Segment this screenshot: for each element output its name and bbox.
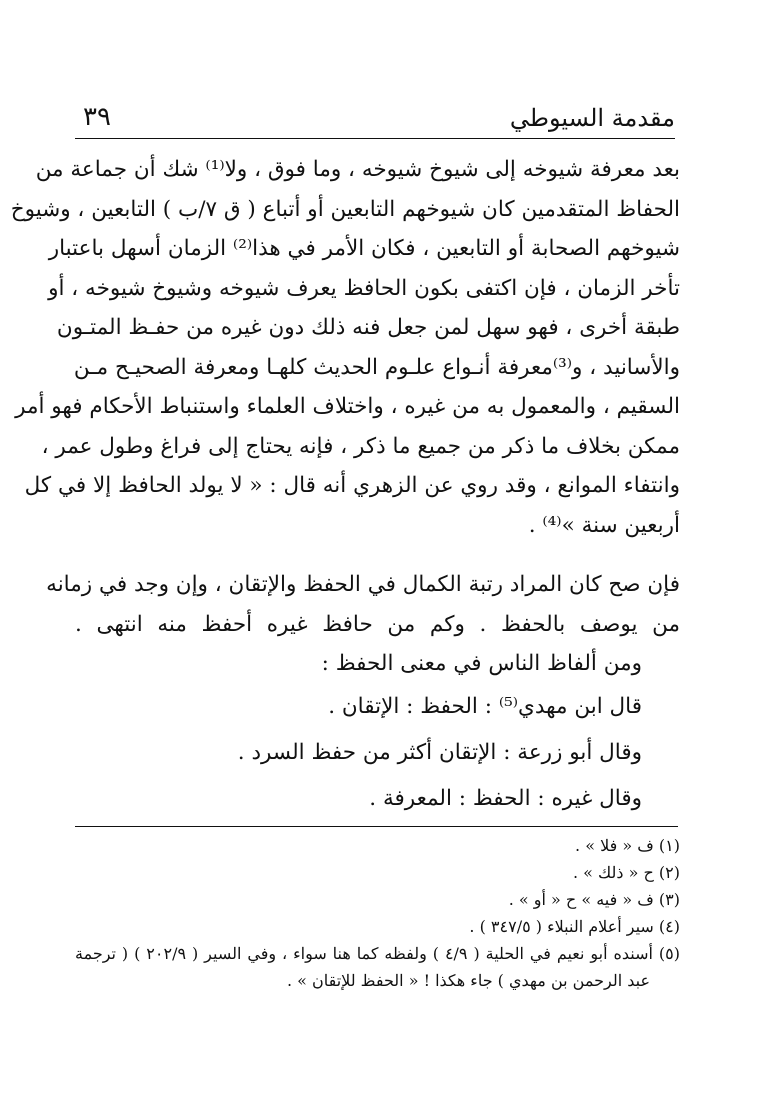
text-line: من يوصف بالحفظ . وكم من حافظ غيره أحفظ منه انتهى . — [75, 611, 680, 637]
text-line: والأسانيد ، و⁽³⁾معرفة أنـواع علـوم الحديث كلهـا ومعرفة الصحيـح مـن — [73, 354, 680, 380]
page-header — [75, 100, 675, 140]
text-line: بعد معرفة شيوخه إلى شيوخ شيوخه ، وما فوق ، ولا⁽¹⁾ شك أن جماعة من — [35, 157, 680, 182]
footnote: (٤) سير أعلام النبلاء ( ٣٤٧/٥ ) . — [469, 917, 680, 936]
text-line: شيوخهم الصحابة أو التابعين ، فكان الأمر في هذا⁽²⁾ الزمان أسهل باعتبار — [48, 236, 680, 261]
quotes-list — [75, 644, 680, 822]
paragraph-1 — [10, 150, 680, 545]
quote-line: ومن ألفاظ الناس في معنى الحفظ : — [321, 651, 642, 676]
footnote: (٢) ح « ذلك » . — [573, 863, 680, 882]
paragraph-gap — [75, 545, 680, 565]
footnote-rule — [75, 826, 678, 827]
text-line: الحفاظ المتقدمين كان شيوخهم التابعين أو أتباع ( ق ٧/ب ) التابعين ، وشيوخ — [10, 196, 680, 222]
footnote: (٥) أسنده أبو نعيم في الحلية ( ٤/٩ ) ولفظه كما هنا سواء ، وفي السير ( ٢٠٢/٩ ) ( ترجمة — [75, 944, 680, 963]
page-number: ٣٩ — [83, 102, 111, 132]
quote-line: وقال أبو زرعة : الإتقان أكثر من حفظ السرد . — [237, 739, 642, 765]
running-title: مقدمة السيوطي — [509, 104, 675, 132]
text-line: وانتفاء الموانع ، وقد روي عن الزهري أنه قال : « لا يولد الحافظ إلا في كل — [24, 473, 680, 498]
quote-line: وقال غيره : الحفظ : المعرفة . — [369, 785, 642, 811]
footnote: (٣) ف « فيه » ح « أو » . — [508, 890, 680, 909]
text-line: أربعين سنة »⁽⁴⁾ . — [528, 512, 680, 538]
quote-line: قال ابن مهدي⁽⁵⁾ : الحفظ : الإتقان . — [328, 693, 642, 719]
footnote: (١) ف « فلا » . — [575, 836, 680, 855]
footnotes — [75, 832, 680, 994]
text-line: السقيم ، والمعمول به من غيره ، واختلاف العلماء واستنباط الأحكام فهو أمر — [15, 394, 680, 419]
text-line: ممكن بخلاف ما ذكر من جميع ما ذكر ، فإنه يحتاج إلى فراغ وطول عمر ، — [41, 433, 680, 459]
header-rule — [75, 138, 675, 139]
main-text — [10, 150, 680, 822]
paragraph-2 — [46, 565, 680, 644]
text-line: طبقة أخرى ، فهو سهل لمن جعل فنه ذلك دون غيره من حفـظ المتـون — [56, 315, 680, 340]
text-line: فإن صح كان المراد رتبة الكمال في الحفظ والإتقان ، وإن وجد في زمانه — [46, 572, 680, 597]
text-line: تأخر الزمان ، فإن اكتفى بكون الحافظ يعرف شيوخه وشيوخ شيوخه ، أو — [48, 275, 680, 301]
footnote-continuation: عبد الرحمن بن مهدي ) جاء هكذا ! « الحفظ للإتقان » . — [286, 971, 650, 990]
